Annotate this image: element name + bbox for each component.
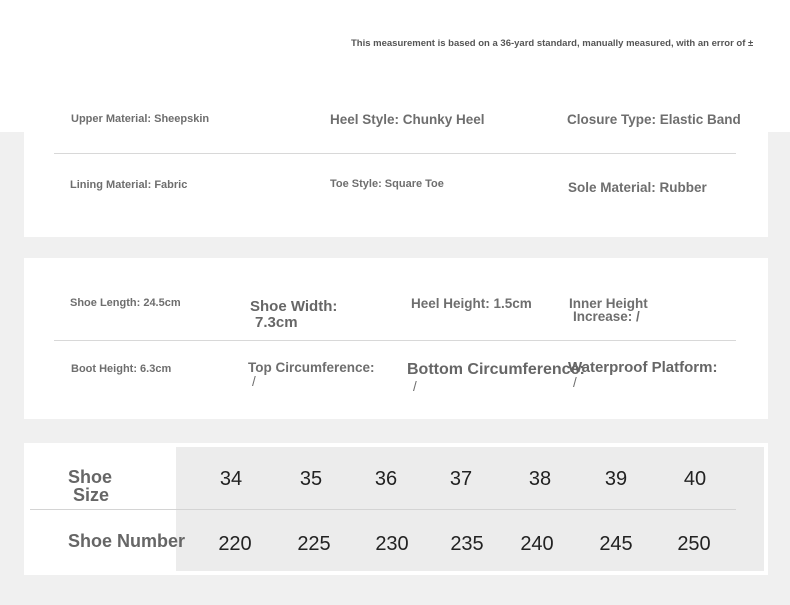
table-divider xyxy=(30,509,736,510)
number-cell: 240 xyxy=(520,533,554,555)
inner-height-value: Increase: / xyxy=(573,309,640,324)
shoe-width-value: 7.3cm xyxy=(255,314,298,331)
shoe-size-header-line1: Shoe xyxy=(68,467,113,487)
measurement-note: This measurement is based on a 36-yard standard, manually measured, with an error of ± xyxy=(351,38,754,49)
material-specs-card xyxy=(24,71,768,237)
bottom-circumference-label: Bottom Circumference: xyxy=(407,361,585,378)
shoe-width-label: Shoe Width: xyxy=(250,298,338,315)
heel-height: Heel Height: 1.5cm xyxy=(411,296,532,311)
toe-style: Toe Style: Square Toe xyxy=(330,178,444,190)
boot-height: Boot Height: 6.3cm xyxy=(71,363,172,375)
size-cell: 36 xyxy=(374,468,398,490)
size-cell: 39 xyxy=(604,468,628,490)
heel-style: Heel Style: Chunky Heel xyxy=(330,112,485,127)
waterproof-platform-value: / xyxy=(573,375,577,390)
inner-height-label: Inner Height xyxy=(569,296,648,311)
size-cell: 40 xyxy=(683,468,707,490)
waterproof-platform-label: Waterproof Platform: xyxy=(568,359,718,376)
upper-material: Upper Material: Sheepskin xyxy=(71,113,210,125)
number-cell: 235 xyxy=(450,533,484,555)
dimensions-card xyxy=(24,258,768,419)
top-circumference-value: / xyxy=(252,374,256,389)
sole-material: Sole Material: Rubber xyxy=(568,180,707,195)
top-circumference-label: Top Circumference: xyxy=(248,360,375,375)
size-cell: 38 xyxy=(528,468,552,490)
number-cell: 250 xyxy=(677,533,711,555)
closure-type: Closure Type: Elastic Band xyxy=(567,112,741,127)
shoe-number-header: Shoe Number xyxy=(68,531,186,551)
size-cell: 34 xyxy=(219,468,243,490)
lining-material: Lining Material: Fabric xyxy=(70,179,188,191)
size-cell: 37 xyxy=(449,468,473,490)
shoe-size-header-line2: Size xyxy=(73,485,110,505)
number-cell: 230 xyxy=(375,533,409,555)
divider xyxy=(54,340,736,341)
number-cell: 220 xyxy=(218,533,252,555)
divider xyxy=(54,153,736,154)
number-cell: 225 xyxy=(297,533,331,555)
size-cell: 35 xyxy=(299,468,323,490)
shoe-length: Shoe Length: 24.5cm xyxy=(70,297,181,309)
bottom-circumference-value: / xyxy=(413,379,417,394)
number-cell: 245 xyxy=(599,533,633,555)
